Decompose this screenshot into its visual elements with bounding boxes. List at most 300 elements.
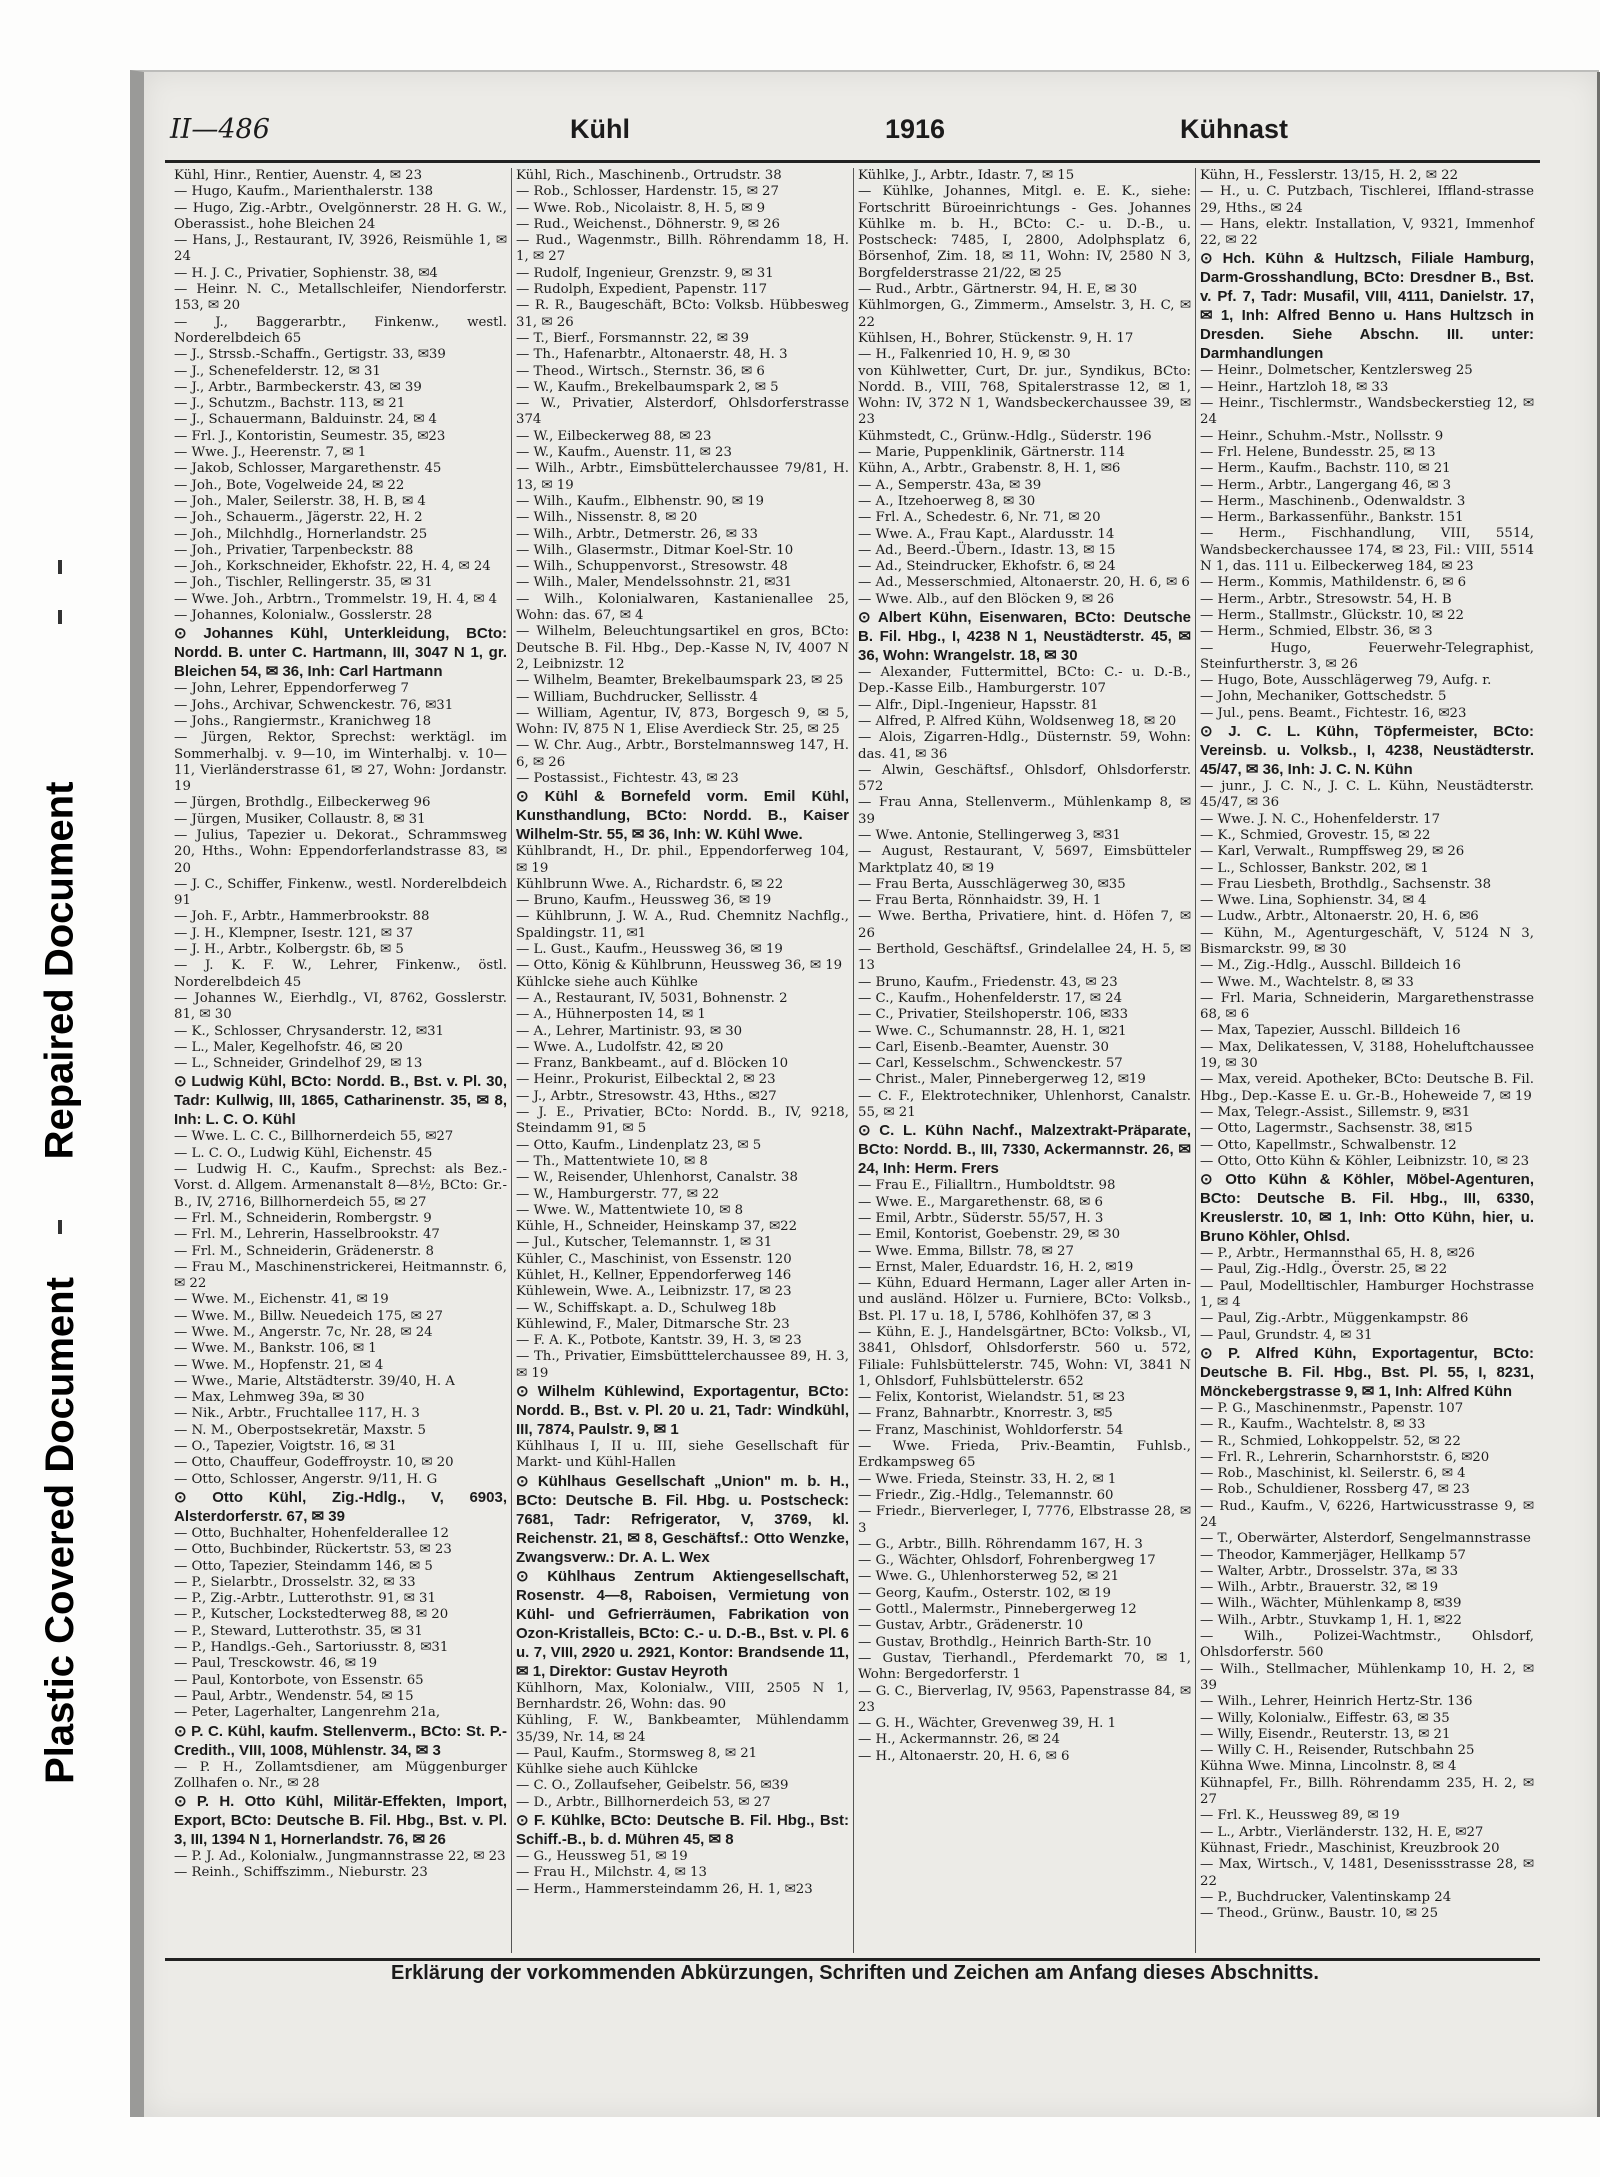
directory-entry: — Frau Berta, Rönnhaidstr. 39, H. 1	[858, 893, 1102, 909]
directory-entry: — Wwe., Marie, Altstädterstr. 39/40, H. A	[174, 1373, 455, 1389]
directory-entry: — Max, Delikatessen, V, 3188, Hoheluftchaussee 19, ✉ 30	[1200, 1039, 1534, 1072]
directory-entry: — Frau H., Milchstr. 4, ✉ 13	[516, 1865, 707, 1881]
directory-entry: — L., Arbtr., Vierländerstr. 132, H. E, ✉27	[1200, 1824, 1484, 1840]
directory-entry: — Kühlke, Johannes, Mitgl. e. E. K., siehe: Fortschritt Büroeinrichtungs - Ges. Johannes Kühlke m. b. H., BCto: C.- u. D.-B., u. Postscheck: 7485, I, 2800, Adolphsplatz 6, Börsenhof, Zim. 18, ✉ 11, Wohn: IV, 2580 N 3, Borgfelderstrasse 21/22, ✉ 25	[858, 184, 1191, 281]
directory-entry: — Jakob, Schlosser, Margarethenstr. 45	[174, 461, 442, 477]
directory-entry: — Bruno, Kaufm., Friedenstr. 43, ✉ 23	[858, 974, 1118, 990]
directory-entry: — K., Schmied, Grovestr. 15, ✉ 22	[1200, 827, 1431, 843]
directory-entry: — Otto, Otto Kühn & Köhler, Leibnizstr. 10, ✉ 23	[1200, 1153, 1530, 1169]
directory-entry: — Frl. J., Kontoristin, Seumestr. 35, ✉23	[174, 428, 446, 444]
directory-entry: — Hans, J., Restaurant, IV, 3926, Reismühle 1, ✉ 24	[174, 233, 507, 265]
directory-entry: — G., Heussweg 51, ✉ 19	[516, 1849, 688, 1865]
directory-entry: — Rob., Maschinist, kl. Seilerstr. 6, ✉ 4	[1200, 1466, 1466, 1482]
directory-entry: — Heinr., Schuhm.-Mstr., Nollsstr. 9	[1200, 428, 1444, 444]
directory-entry: — Wilh., Polizei-Wachtmstr., Ohlsdorf, Ohlsdorferstr. 560	[1200, 1629, 1534, 1661]
directory-entry: — Alwin, Geschäftsf., Ohlsdorf, Ohlsdorferstr. 572	[858, 762, 1191, 795]
directory-entry: — P. H., Zollamtsdiener, am Müggenburger Zollhafen o. Nr., ✉ 28	[174, 1759, 507, 1791]
directory-entry: ⊙ Hch. Kühn & Hultzsch, Filiale Hamburg, Darm-Grosshandlung, BCto: Dresdner B., Bst. v. Pf. 7, Tadr: Musafil, VIII, 4111, Danielstr. 17, ✉ 1, Inh: Alfred Benno u. Hans Hultzsch in Dresden. Siehe Abschn. III. unter: Darmhandlungen	[1200, 250, 1534, 363]
page-number: II—486	[170, 114, 270, 145]
directory-entry: — C., Privatier, Steilshoperstr. 106, ✉33	[858, 1007, 1129, 1023]
directory-entry: — Friedr., Zig.-Hdlg., Telemannstr. 60	[858, 1487, 1114, 1503]
directory-entry: — Kühn, M., Agenturgeschäft, V, 5124 N 3, Bismarckstr. 99, ✉ 30	[1200, 925, 1534, 957]
directory-entry: — Wwe. G., Uhlenhorsterweg 52, ✉ 21	[858, 1569, 1120, 1585]
directory-entry: — Hugo, Zig.-Arbtr., Ovelgönnerstr. 28 H. G. W., Oberassist., hohe Bleichen 24	[174, 200, 507, 232]
directory-entry: — M., Zig.-Hdlg., Ausschl. Billdeich 16	[1200, 958, 1461, 974]
directory-entry: — Otto, Kapellmstr., Schwalbenstr. 12	[1200, 1137, 1457, 1153]
directory-entry: — G., Wächter, Ohlsdorf, Fohrenbergweg 17	[858, 1553, 1156, 1569]
directory-entry: — Kühn, Eduard Hermann, Lager aller Arten in- und ausländ. Hölzer u. Furniere, BCto: Volksb., Bst. Pl. 17 u. 18, I, 5786, Kohlhöfen 37, ✉ 3	[858, 1276, 1191, 1324]
directory-entry: — Max, Tapezier, Ausschl. Billdeich 16	[1200, 1023, 1461, 1039]
directory-entry: — William, Agentur, IV, 873, Borgesch 9, ✉ 5, Wohn: IV, 875 N 1, Elise Averdieck Str. 25, ✉ 25	[516, 705, 849, 738]
directory-entry: — Wwe. L. C. C., Billhornerdeich 55, ✉27	[174, 1129, 454, 1145]
directory-entry: — Th., Mattentwiete 10, ✉ 8	[516, 1153, 708, 1169]
directory-entry: ⊙ P. C. Kühl, kaufm. Stellenverm., BCto: St. P.-Credith., VIII, 1008, Mühlenstr. 34, ✉ 3	[174, 1722, 507, 1759]
directory-entry: — W., Schiffskapt. a. D., Schulweg 18b	[516, 1300, 777, 1316]
directory-entry: — N. M., Oberpostsekretär, Maxstr. 5	[174, 1422, 426, 1438]
directory-entry: — Frl. K., Heussweg 89, ✉ 19	[1200, 1808, 1400, 1824]
directory-entry: — W., Reisender, Uhlenhorst, Canalstr. 38	[516, 1170, 798, 1186]
directory-entry: ⊙ Otto Kühl, Zig.-Hdlg., V, 6903, Alsterdorferstr. 67, ✉ 39	[174, 1488, 507, 1525]
directory-entry: — Wilh., Arbtr., Detmerstr. 26, ✉ 33	[516, 526, 758, 542]
directory-entry: ⊙ F. Kühlke, BCto: Deutsche B. Fil. Hbg., Bst: Schiff.-B., b. d. Mühren 45, ✉ 8	[516, 1812, 849, 1849]
directory-entry: — P., Zig.-Arbtr., Lutterothstr. 91, ✉ 31	[174, 1591, 436, 1607]
directory-entry: — Wilh., Arbtr., Stuvkamp 1, H. 1, ✉22	[1200, 1612, 1462, 1628]
directory-entry: Kühlmorgen, G., Zimmerm., Amselstr. 3, H. C, ✉ 22	[858, 298, 1191, 330]
directory-entry: — Max, Telegr.-Assist., Sillemstr. 9, ✉31	[1200, 1104, 1471, 1120]
directory-entry: — Gottl., Malermstr., Pinnebergerweg 12	[858, 1602, 1137, 1618]
directory-entry: — Johs., Archivar, Schwenckestr. 76, ✉31	[174, 697, 454, 713]
directory-entry: — Frl. M., Lehrerin, Hasselbrookstr. 47	[174, 1227, 440, 1243]
directory-entry: — C. F., Elektrotechniker, Uhlenhorst, Canalstr. 55, ✉ 21	[858, 1088, 1191, 1121]
directory-entry: — Wilh., Arbtr., Eimsbüttelerchaussee 79/81, H. 13, ✉ 19	[516, 461, 849, 493]
directory-entry: — L., Maler, Kegelhofstr. 46, ✉ 20	[174, 1039, 403, 1055]
repaired-document-label: Repaired Document	[37, 781, 82, 1159]
directory-entry: — P., Buchdrucker, Valentinskamp 24	[1200, 1889, 1452, 1905]
directory-entry: — Paul, Zig.-Hdlg., Överstr. 25, ✉ 22	[1200, 1262, 1448, 1278]
directory-entry: — Jürgen, Musiker, Collaustr. 8, ✉ 31	[174, 811, 426, 827]
directory-entry: — Paul, Tresckowstr. 46, ✉ 19	[174, 1656, 378, 1672]
directory-entry: von Kühlwetter, Curt, Dr. jur., Syndikus, BCto: Nordd. B., VIII, 768, Spitalerstrasse 12, ✉ 1, Wohn: IV, 372 N 1, Wandsbeckerchaussee 39, ✉ 23	[858, 363, 1191, 428]
directory-entry: — Wwe. M., Eichenstr. 41, ✉ 19	[174, 1292, 389, 1308]
directory-entry: — G. H., Wächter, Grevenweg 39, H. 1	[858, 1716, 1117, 1732]
directory-entry: ⊙ Wilhelm Kühlewind, Exportagentur, BCto: Nordd. B., Bst. v. Pl. 20 u. 21, Tadr: Windkühl, III, 7874, Paulstr. 9, ✉ 1	[516, 1383, 849, 1439]
directory-entry: — Joh., Milchhdlg., Hornerlandstr. 25	[174, 526, 428, 542]
directory-entry: — H., Ackermannstr. 26, ✉ 24	[858, 1732, 1060, 1748]
page-header	[170, 114, 1525, 152]
directory-entry: — A., Semperstr. 43a, ✉ 39	[858, 477, 1042, 493]
directory-entry: — Wilhelm, Beamter, Brekelbaumspark 23, ✉ 25	[516, 673, 844, 689]
directory-entry: — Wwe. Lina, Sophienstr. 34, ✉ 4	[1200, 893, 1427, 909]
directory-entry: — Wwe. Frieda, Steinstr. 33, H. 2, ✉ 1	[858, 1471, 1117, 1487]
directory-entry: — Herm., Schmied, Elbstr. 36, ✉ 3	[1200, 624, 1433, 640]
directory-entry: — Wwe. Antonie, Stellingerweg 3, ✉31	[858, 827, 1121, 843]
directory-entry: — Alfr., Dipl.-Ingenieur, Hapsstr. 81	[858, 697, 1099, 713]
directory-entry: — Rud., Arbtr., Gärtnerstr. 94, H. E, ✉ 30	[858, 282, 1138, 298]
directory-entry: Kühler, C., Maschinist, von Essenstr. 120	[516, 1251, 792, 1267]
directory-entry: — Johs., Rangiermstr., Kranichweg 18	[174, 713, 432, 729]
directory-entry: — John, Lehrer, Eppendorferweg 7	[174, 681, 409, 697]
directory-entry: — Wwe. A., Ludolfstr. 42, ✉ 20	[516, 1039, 724, 1055]
directory-entry: — A., Restaurant, IV, 5031, Bohnenstr. 2	[516, 990, 788, 1006]
directory-entry: Kühlke, J., Arbtr., Idastr. 7, ✉ 15	[858, 168, 1075, 183]
directory-entry: — Rob., Schuldiener, Rossberg 47, ✉ 23	[1200, 1482, 1470, 1498]
directory-entry: — G. C., Bierverlag, IV, 9563, Papenstrasse 84, ✉ 23	[858, 1683, 1191, 1715]
directory-entry: — J., Schauermann, Balduinstr. 24, ✉ 4	[174, 412, 438, 428]
directory-entry: — Franz, Bahnarbtr., Knorrestr. 3, ✉5	[858, 1406, 1113, 1422]
directory-entry: ⊙ P. H. Otto Kühl, Militär-Effekten, Import, Export, BCto: Deutsche B. Fil. Hbg., Bst. v. Pl. 3, III, 1394 N 1, Hornerlandstr. 76, ✉ 26	[174, 1793, 507, 1849]
directory-entry: — Max, vereid. Apotheker, BCto: Deutsche B. Fil. Hbg., Dep.-Kasse E. u. Gr.-B., Hoheweide 7, ✉ 19	[1200, 1072, 1534, 1104]
directory-entry: — Wilh., Schuppenvorst., Stresowstr. 48	[516, 559, 788, 575]
directory-entry: ⊙ Ludwig Kühl, BCto: Nordd. B., Bst. v. Pl. 30, Tadr: Kullwig, III, 1865, Catharinenstr. 35, ✉ 8, Inh: L. C. O. Kühl	[174, 1073, 507, 1129]
directory-entry: — Wilh., Kaufm., Elbhenstr. 90, ✉ 19	[516, 493, 764, 509]
directory-entry: — Joh., Privatier, Tarpenbeckstr. 88	[174, 542, 414, 558]
directory-entry: — Frau Liesbeth, Brothdlg., Sachsenstr. 38	[1200, 876, 1492, 892]
directory-entry: — Heinr., Hartzloh 18, ✉ 33	[1200, 379, 1389, 395]
directory-columns	[170, 168, 1540, 1953]
directory-entry: — H. J. C., Privatier, Sophienstr. 38, ✉4	[174, 265, 438, 281]
directory-entry: — Franz, Bankbeamt., auf d. Blöcken 10	[516, 1056, 789, 1072]
directory-entry: — F. A. K., Potbote, Kantstr. 39, H. 3, ✉ 23	[516, 1333, 802, 1349]
directory-entry: — Theod., Wirtsch., Sternstr. 36, ✉ 6	[516, 363, 765, 379]
directory-entry: — Frl. A., Schedestr. 6, Nr. 71, ✉ 20	[858, 510, 1101, 526]
directory-entry: — Wilhelm, Beleuchtungsartikel en gros, BCto: Deutsche B. Fil. Hbg., Dep.-Kasse N, IV, 4007 N 2, Leibnizstr. 12	[516, 624, 849, 672]
directory-entry: — Max, Lehmweg 39a, ✉ 30	[174, 1390, 365, 1406]
directory-entry: — Frl. M., Schneiderin, Grädenerstr. 8	[174, 1243, 434, 1259]
directory-entry: — J., Schutzm., Bachstr. 113, ✉ 21	[174, 396, 406, 412]
directory-entry: Kühlewein, Wwe. A., Leibnizstr. 17, ✉ 23	[516, 1284, 792, 1300]
directory-entry: Kühlsen, H., Bohrer, Stückenstr. 9, H. 17	[858, 330, 1134, 346]
plastic-covered-document-label: Plastic Covered Document	[37, 1276, 82, 1784]
directory-entry: — Herm., Stallmstr., Glückstr. 10, ✉ 22	[1200, 607, 1464, 623]
directory-entry: — Peter, Lagerhalter, Langenrehm 21a,	[174, 1705, 441, 1721]
directory-entry: — Felix, Kontorist, Wielandstr. 51, ✉ 23	[858, 1390, 1126, 1406]
directory-entry: ⊙ Otto Kühn & Köhler, Möbel-Agenturen, BCto: Deutsche B. Fil. Hbg., III, 6330, Kreuslerstr. 10, ✉ 1, Inh: Otto Kühn, hier, u. Bruno Köhler, Ohlsd.	[1200, 1171, 1534, 1246]
directory-entry: — C., Kaufm., Hohenfelderstr. 17, ✉ 24	[858, 990, 1123, 1006]
directory-entry: — Rud., Kaufm., V, 6226, Hartwicusstrasse 9, ✉ 24	[1200, 1498, 1534, 1530]
directory-entry: ⊙ J. C. L. Kühn, Töpfermeister, BCto: Vereinsb. u. Volksb., I, 4238, Neustädterstr. 45/47, ✉ 36, Inh: J. C. N. Kühn	[1200, 723, 1534, 779]
directory-entry: — J. C., Schiffer, Finkenw., westl. Norderelbdeich 91	[174, 876, 507, 909]
directory-entry: — Gustav, Arbtr., Grädenerstr. 10	[858, 1618, 1084, 1634]
directory-entry: Kühlke siehe auch Kühlcke	[516, 1762, 698, 1778]
directory-entry: — Frau Anna, Stellenverm., Mühlenkamp 8, ✉ 39	[858, 795, 1191, 827]
directory-entry: — Otto, Lagermstr., Sachsenstr. 38, ✉15	[1200, 1121, 1473, 1137]
directory-entry: — Emil, Arbtr., Süderstr. 55/57, H. 3	[858, 1210, 1104, 1226]
directory-entry: — Christ., Maler, Pinnebergerweg 12, ✉19	[858, 1072, 1146, 1088]
directory-entry: — Joh., Bote, Vogelweide 24, ✉ 22	[174, 477, 405, 493]
directory-entry: Kühna Wwe. Minna, Lincolnstr. 8, ✉ 4	[1200, 1759, 1457, 1775]
directory-entry: — Kühn, E. J., Handelsgärtner, BCto: Volksb., VI, 3841, Ohlsdorf, Ohlsdorferstr. 560 u. 572, Filiale: Fuhlsbüttelerstr. 745, Wohn: VI, 3841 N 1, Ohlsdorf, Fuhlsbüttelerstr. 652	[858, 1325, 1191, 1389]
divider-mark	[58, 560, 62, 574]
directory-entry: ⊙ C. L. Kühn Nachf., Malzextrakt-Präparate, BCto: Nordd. B., III, 7330, Ackermannstr. 26, ✉ 24, Inh: Herm. Frers	[858, 1122, 1191, 1178]
directory-entry: Kühlcke siehe auch Kühlke	[516, 974, 698, 990]
directory-entry: — Frl. Maria, Schneiderin, Margarethenstrasse 68, ✉ 6	[1200, 990, 1534, 1023]
directory-entry: — Wwe. M., Billw. Neuedeich 175, ✉ 27	[174, 1308, 443, 1324]
directory-entry: — W., Privatier, Alsterdorf, Ohlsdorferstrasse 374	[516, 396, 849, 428]
directory-entry: — W., Eilbeckerweg 88, ✉ 23	[516, 428, 712, 444]
divider-mark	[58, 610, 62, 624]
directory-entry: — Wwe. Emma, Billstr. 78, ✉ 27	[858, 1243, 1074, 1259]
directory-entry: — Wwe. J., Heerenstr. 7, ✉ 1	[174, 445, 367, 461]
directory-entry: — Joh., Tischler, Rellingerstr. 35, ✉ 31	[174, 575, 433, 591]
directory-entry: — Wwe. M., Wachtelstr. 8, ✉ 33	[1200, 974, 1414, 990]
directory-entry: — John, Mechaniker, Gottschedstr. 5	[1200, 689, 1447, 705]
directory-entry: — Wwe. A., Frau Kapt., Alardusstr. 14	[858, 526, 1115, 542]
directory-entry: — Wwe. W., Mattentwiete 10, ✉ 8	[516, 1202, 744, 1218]
directory-entry: — Wilh., Nissenstr. 8, ✉ 20	[516, 510, 698, 526]
directory-entry: — L., Schneider, Grindelhof 29, ✉ 13	[174, 1056, 423, 1072]
directory-entry: — Herm., Arbtr., Langergang 46, ✉ 3	[1200, 477, 1452, 493]
directory-entry: — P., Arbtr., Hermannsthal 65, H. 8, ✉26	[1200, 1246, 1475, 1262]
directory-entry: — Herm., Hammersteindamm 26, H. 1, ✉23	[516, 1881, 813, 1897]
directory-entry: — Frl. Helene, Bundesstr. 25, ✉ 13	[1200, 444, 1436, 460]
directory-entry: Kühlet, H., Kellner, Eppendorferweg 146	[516, 1268, 792, 1283]
directory-entry: — J., Baggerarbtr., Finkenw., westl. Norderelbdeich 65	[174, 314, 507, 346]
directory-entry: — P., Kutscher, Lockstedterweg 88, ✉ 20	[174, 1607, 449, 1623]
directory-entry: — Otto, Tapezier, Steindamm 146, ✉ 5	[174, 1558, 433, 1574]
directory-entry: — Rudolf, Ingenieur, Grenzstr. 9, ✉ 31	[516, 265, 774, 281]
directory-entry: — Wwe. Joh., Arbtrn., Trommelstr. 19, H. 4, ✉ 4	[174, 591, 498, 607]
directory-entry: — Franz, Maschinist, Wohldorferstr. 54	[858, 1422, 1124, 1438]
directory-entry: — Hugo, Feuerwehr-Telegraphist, Steinfurtherstr. 3, ✉ 26	[1200, 640, 1534, 672]
directory-entry: — W., Hamburgerstr. 77, ✉ 22	[516, 1186, 720, 1202]
directory-entry: — Jul., Kutscher, Telemannstr. 1, ✉ 31	[516, 1235, 773, 1251]
directory-entry: — Carl, Kesselschm., Schwenckestr. 57	[858, 1056, 1123, 1072]
directory-entry: ⊙ Kühlhaus Gesellschaft „Union" m. b. H., BCto: Deutsche B. Fil. Hbg. u. Postscheck: 7681, Tadr: Refrigerator, V, 3769, kl. Reichenstr. 21, ✉ 8, Geschäftsf.: Otto Wenzke, Zwangsverw.: Dr. A. L. Wex	[516, 1472, 849, 1566]
directory-entry: — J., Strssb.-Schaffn., Gertigstr. 33, ✉39	[174, 347, 446, 363]
directory-entry: — Wwe. J. N. C., Hohenfelderstr. 17	[1200, 811, 1441, 827]
directory-entry: — Ad., Beerd.-Übern., Idastr. 13, ✉ 15	[858, 542, 1116, 558]
directory-entry: — Postassist., Fichtestr. 43, ✉ 23	[516, 770, 739, 786]
directory-entry: — Wwe. M., Hopfenstr. 21, ✉ 4	[174, 1357, 384, 1373]
directory-entry: — Paul, Kontorbote, von Essenstr. 65	[174, 1672, 424, 1688]
directory-entry: — Herm., Kaufm., Bachstr. 110, ✉ 21	[1200, 461, 1451, 477]
directory-entry: — P., Sielarbtr., Drosselstr. 32, ✉ 33	[174, 1574, 416, 1590]
directory-entry: — Wilh., Lehrer, Heinrich Hertz-Str. 136	[1200, 1694, 1473, 1710]
directory-entry: — O., Tapezier, Voigtstr. 16, ✉ 31	[174, 1439, 397, 1455]
directory-entry: — Wwe. M., Bankstr. 106, ✉ 1	[174, 1341, 377, 1357]
directory-entry: — Alois, Zigarren-Hdlg., Düsternstr. 59, Wohn: das. 41, ✉ 36	[858, 730, 1191, 762]
directory-column-2	[512, 168, 854, 1953]
directory-entry: — K., Schlosser, Chrysanderstr. 12, ✉31	[174, 1023, 444, 1039]
directory-entry: — Wilh., Kolonialwaren, Kastanienallee 25, Wohn: das. 67, ✉ 4	[516, 591, 849, 624]
directory-entry: — Paul, Arbtr., Wendenstr. 54, ✉ 15	[174, 1688, 414, 1704]
directory-entry: ⊙ Johannes Kühl, Unterkleidung, BCto: Nordd. B. unter C. Hartmann, III, 3047 N 1, gr. Bleichen 54, ✉ 36, Inh: Carl Hartmann	[174, 625, 507, 681]
directory-entry: — Frau E., Filialltrn., Humboldtstr. 98	[858, 1178, 1116, 1194]
directory-entry: — T., Bierf., Forsmannstr. 22, ✉ 39	[516, 330, 750, 346]
directory-entry: — Wwe. C., Schumannstr. 28, H. 1, ✉21	[858, 1023, 1127, 1039]
directory-entry: Kühle, H., Schneider, Heinskamp 37, ✉22	[516, 1219, 798, 1235]
directory-entry: — G., Arbtr., Billh. Röhrendamm 167, H. 3	[858, 1536, 1143, 1552]
directory-entry: — Gustav, Brothdlg., Heinrich Barth-Str. 10	[858, 1634, 1152, 1650]
directory-entry: — Herm., Barkassenführ., Bankstr. 151	[1200, 510, 1464, 526]
header-rule	[165, 160, 1540, 163]
directory-entry: — Max, Wirtsch., V, 1481, Desenissstrasse 28, ✉ 22	[1200, 1857, 1534, 1889]
directory-entry: — Hugo, Kaufm., Marienthalerstr. 138	[174, 184, 434, 200]
directory-entry: — P. J. Ad., Kolonialw., Jungmannstrasse 22, ✉ 23	[174, 1849, 506, 1865]
directory-entry: — Kühlbrunn, J. W. A., Rud. Chemnitz Nachflg., Spaldingstr. 11, ✉1	[516, 909, 849, 941]
directory-entry: — Jürgen, Brothdlg., Eilbeckerweg 96	[174, 795, 431, 811]
directory-entry: — Heinr., Tischlermstr., Wandsbeckerstieg 12, ✉ 24	[1200, 396, 1534, 428]
directory-entry: Kühlbrandt, H., Dr. phil., Eppendorferweg 104, ✉ 19	[516, 844, 849, 876]
header-year: 1916	[885, 114, 946, 144]
directory-entry: — Heinr., Prokurist, Eilbecktal 2, ✉ 23	[516, 1072, 776, 1088]
abbreviations-note: Erklärung der vorkommenden Abkürzungen, Schriften und Zeichen am Anfang dieses Abschnitts.	[391, 1962, 1319, 1984]
directory-entry: Kühmstedt, C., Grünw.-Hdlg., Süderstr. 196	[858, 428, 1152, 444]
directory-entry: — Wilh., Glasermstr., Ditmar Koel-Str. 10	[516, 542, 794, 558]
directory-entry: — Wilh., Arbtr., Brauerstr. 32, ✉ 19	[1200, 1580, 1439, 1596]
directory-entry: — Rob., Schlosser, Hardenstr. 15, ✉ 27	[516, 184, 779, 200]
directory-entry: ⊙ Albert Kühn, Eisenwaren, BCto: Deutsche B. Fil. Hbg., I, 4238 N 1, Neustädterstr. 45, ✉ 36, Wohn: Wrangelstr. 18, ✉ 30	[858, 609, 1191, 665]
directory-entry: — H., u. C. Putzbach, Tischlerei, Iffland-strasse 29, Hths., ✉ 24	[1200, 184, 1534, 216]
directory-entry: — Herm., Arbtr., Stresowstr. 54, H. B	[1200, 591, 1452, 607]
directory-entry: — Karl, Verwalt., Rumpffsweg 29, ✉ 26	[1200, 844, 1465, 860]
directory-entry: — R., Schmied, Lohkoppelstr. 52, ✉ 22	[1200, 1433, 1461, 1449]
directory-entry: — Rud., Wagenmstr., Billh. Röhrendamm 18, H. 1, ✉ 27	[516, 233, 849, 265]
directory-entry: — Ad., Messerschmied, Altonaerstr. 20, H. 6, ✉ 6	[858, 575, 1190, 591]
directory-entry: Kühl, Hinr., Rentier, Auenstr. 4, ✉ 23	[174, 168, 423, 183]
directory-entry: — Heinr., Dolmetscher, Kentzlersweg 25	[1200, 363, 1473, 379]
directory-entry: — W., Kaufm., Brekelbaumspark 2, ✉ 5	[516, 379, 779, 395]
directory-entry: — Herm., Fischhandlung, VIII, 5514, Wandsbeckerchaussee 174, ✉ 23, Fil.: VIII, 5514 N 1, das. 111 u. Eilbeckerweg 184, ✉ 23	[1200, 526, 1534, 575]
directory-entry: — Emil, Kontorist, Goebenstr. 29, ✉ 30	[858, 1227, 1121, 1243]
directory-entry: — J. H., Klempner, Isestr. 121, ✉ 37	[174, 925, 414, 941]
directory-entry: — Otto, Buchhalter, Hohenfelderallee 12	[174, 1525, 449, 1541]
directory-entry: — H., Altonaerstr. 20, H. 6, ✉ 6	[858, 1748, 1070, 1764]
directory-entry: — Berthold, Geschäftsf., Grindelallee 24, H. 5, ✉ 13	[858, 942, 1191, 974]
directory-entry: — Paul, Modelltischler, Hamburger Hochstrasse 1, ✉ 4	[1200, 1278, 1534, 1311]
header-right-word: Kühnast	[1180, 114, 1288, 144]
directory-entry: — Wwe. M., Angerstr. 7c, Nr. 28, ✉ 24	[174, 1325, 433, 1340]
directory-entry: Kühlhaus I, II u. III, siehe Gesellschaft für Markt- und Kühl-Hallen	[516, 1439, 849, 1471]
directory-entry: — H., Falkenried 10, H. 9, ✉ 30	[858, 347, 1071, 363]
directory-entry: — Wilh., Stellmacher, Mühlenkamp 10, H. 2, ✉ 39	[1200, 1661, 1534, 1693]
directory-entry: — William, Buchdrucker, Sellisstr. 4	[516, 689, 758, 705]
directory-entry: — Joh. F., Arbtr., Hammerbrookstr. 88	[174, 909, 430, 925]
directory-entry: — Julius, Tapezier u. Dekorat., Schrammsweg 20, Hths., Wohn: Eppendorferlandstrasse 83, ✉ 20	[174, 827, 507, 876]
directory-entry: — Wwe. E., Margarethenstr. 68, ✉ 6	[858, 1194, 1103, 1210]
directory-entry: — Gustav, Tierhandl., Pferdemarkt 70, ✉ 1, Wohn: Bergedorferstr. 1	[858, 1650, 1191, 1683]
directory-entry: — Theod., Grünw., Baustr. 10, ✉ 25	[1200, 1906, 1439, 1922]
directory-entry: — D., Arbtr., Billhornerdeich 53, ✉ 27	[516, 1794, 771, 1810]
directory-entry: — Herm., Kommis, Mathildenstr. 6, ✉ 6	[1200, 575, 1467, 591]
directory-entry: — Bruno, Kaufm., Heussweg 36, ✉ 19	[516, 893, 772, 909]
directory-entry: — T., Oberwärter, Alsterdorf, Sengelmannstrasse	[1200, 1531, 1531, 1547]
directory-entry: — Ernst, Maler, Eduardstr. 16, H. 2, ✉19	[858, 1259, 1134, 1275]
directory-entry: — Paul, Kaufm., Stormsweg 8, ✉ 21	[516, 1745, 758, 1761]
directory-entry: — W. Chr. Aug., Arbtr., Borstelmannsweg 147, H. 6, ✉ 26	[516, 738, 849, 770]
directory-entry: Kühlbrunn Wwe. A., Richardstr. 6, ✉ 22	[516, 876, 784, 892]
directory-entry: Kühling, F. W., Bankbeamter, Mühlendamm 35/39, Nr. 14, ✉ 24	[516, 1713, 849, 1745]
directory-entry: — Otto, Buchbinder, Rückertstr. 53, ✉ 23	[174, 1542, 452, 1558]
directory-entry: — Alfred, P. Alfred Kühn, Woldsenweg 18, ✉ 20	[858, 713, 1177, 729]
directory-entry: — Willy, Eisendr., Reuterstr. 13, ✉ 21	[1200, 1726, 1451, 1742]
directory-entry: — Joh., Korkschneider, Ekhofstr. 22, H. 4, ✉ 24	[174, 559, 491, 575]
directory-column-1	[170, 168, 512, 1953]
directory-entry: — Wwe. Frieda, Priv.-Beamtin, Fuhlsb., Erdkampsweg 65	[858, 1439, 1191, 1471]
directory-entry: — P., Steward, Lutterothstr. 35, ✉ 31	[174, 1623, 423, 1639]
directory-entry: — Johannes W., Eierhdlg., VI, 8762, Gosslerstr. 81, ✉ 30	[174, 990, 507, 1023]
directory-entry: — Joh., Maler, Seilerstr. 38, H. B, ✉ 4	[174, 493, 426, 509]
directory-entry: — A., Itzehoerweg 8, ✉ 30	[858, 493, 1036, 509]
directory-entry: — J. E., Privatier, BCto: Nordd. B., IV, 9218, Steindamm 91, ✉ 5	[516, 1105, 849, 1137]
directory-entry: — Otto, Schlosser, Angerstr. 9/11, H. G	[174, 1471, 438, 1487]
directory-entry: — J., Arbtr., Stresowstr. 43, Hths., ✉27	[516, 1088, 777, 1104]
directory-entry: — Wwe. Bertha, Privatiere, hint. d. Höfen 7, ✉ 26	[858, 909, 1191, 941]
directory-entry: — Johannes, Kolonialw., Gosslerstr. 28	[174, 608, 433, 624]
directory-column-4	[1196, 168, 1538, 1953]
directory-entry: — Wwe. Alb., auf den Blöcken 9, ✉ 26	[858, 591, 1115, 607]
directory-entry: — Ad., Steindrucker, Ekhofstr. 6, ✉ 24	[858, 559, 1116, 575]
directory-entry: Kühlhorn, Max, Kolonialw., VIII, 2505 N 1, Bernhardstr. 26, Wohn: das. 90	[516, 1680, 849, 1712]
directory-entry: — Rud., Weichenst., Döhnerstr. 9, ✉ 26	[516, 216, 781, 232]
directory-entry: — W., Kaufm., Auenstr. 11, ✉ 23	[516, 445, 732, 461]
directory-entry: — Jul., pens. Beamt., Fichtestr. 16, ✉23	[1200, 705, 1467, 721]
directory-entry: — Th., Privatier, Eimsbütttelerchaussee 89, H. 3, ✉ 19	[516, 1349, 849, 1381]
directory-entry: — R. R., Baugeschäft, BCto: Volksb. Hübbesweg 31, ✉ 26	[516, 298, 849, 330]
directory-entry: — Rudolph, Expedient, Papenstr. 117	[516, 282, 768, 298]
directory-entry: — P., Handlgs.-Geh., Sartoriusstr. 8, ✉31	[174, 1640, 449, 1656]
header-left-word: Kühl	[570, 114, 630, 144]
directory-entry: — Marie, Puppenklinik, Gärtnerstr. 114	[858, 445, 1125, 461]
directory-entry: — Th., Hafenarbtr., Altonaerstr. 48, H. 3	[516, 347, 788, 363]
directory-entry: — P. G., Maschinenmstr., Papenstr. 107	[1200, 1400, 1464, 1416]
footer-rule	[165, 1958, 1540, 1961]
directory-entry: — L., Schlosser, Bankstr. 202, ✉ 1	[1200, 860, 1429, 876]
directory-entry: — Paul, Grundstr. 4, ✉ 31	[1200, 1327, 1373, 1343]
directory-entry: — Frl. M., Schneiderin, Rombergstr. 9	[174, 1210, 432, 1226]
directory-entry: Kühnast, Friedr., Maschinist, Kreuzbrook 20	[1200, 1840, 1500, 1856]
directory-entry: — Frl. R., Lehrerin, Scharnhorststr. 6, ✉20	[1200, 1449, 1490, 1465]
directory-entry: — Theodor, Kammerjäger, Hellkamp 57	[1200, 1547, 1467, 1563]
directory-entry: — Nik., Arbtr., Fruchtallee 117, H. 3	[174, 1406, 420, 1422]
directory-entry: — Frau M., Maschinenstrickerei, Heitmannstr. 6, ✉ 22	[174, 1259, 507, 1292]
directory-entry: — Hans, elektr. Installation, V, 9321, Immenhof 22, ✉ 22	[1200, 216, 1534, 249]
directory-entry: — Joh., Schauerm., Jägerstr. 22, H. 2	[174, 510, 423, 526]
directory-entry: — L. C. O., Ludwig Kühl, Eichenstr. 45	[174, 1145, 433, 1161]
directory-entry: — C. O., Zollaufseher, Geibelstr. 56, ✉39	[516, 1778, 789, 1794]
directory-entry: — Wilh., Wächter, Mühlenkamp 8, ✉39	[1200, 1596, 1462, 1612]
directory-entry: — Jürgen, Rektor, Sprechst: werktägl. im Sommerhalbj. v. 9—10, im Winterhalbj. v. 10—11, Vierländerstrasse 61, ✉ 27, Wohn: Jordanstr. 19	[174, 730, 507, 795]
directory-entry: Kühn, A., Arbtr., Grabenstr. 8, H. 1, ✉6	[858, 461, 1121, 477]
directory-entry: — Reinh., Schiffszimm., Nieburstr. 23	[174, 1865, 428, 1881]
directory-entry: — Wilh., Maler, Mendelssohnstr. 21, ✉31	[516, 575, 793, 591]
directory-entry: — J. H., Arbtr., Kolbergstr. 6b, ✉ 5	[174, 942, 404, 958]
directory-entry: — A., Hühnerposten 14, ✉ 1	[516, 1007, 706, 1023]
directory-entry: — Paul, Zig.-Arbtr., Müggenkampstr. 86	[1200, 1311, 1469, 1327]
directory-entry: — Frau Berta, Ausschlägerweg 30, ✉35	[858, 876, 1126, 892]
directory-entry: Kühl, Rich., Maschinenb., Ortrudstr. 38	[516, 168, 782, 183]
directory-entry: — Carl, Eisenb.-Beamter, Auenstr. 30	[858, 1039, 1109, 1055]
directory-entry: — August, Restaurant, V, 5697, Eimsbütteler Marktplatz 40, ✉ 19	[858, 844, 1191, 876]
directory-entry: Kühlewind, F., Maler, Ditmarsche Str. 23	[516, 1316, 790, 1332]
directory-entry: — J., Schenefelderstr. 12, ✉ 31	[174, 363, 381, 379]
directory-entry: — junr., J. C. N., J. C. L. Kühn, Neustädterstr. 45/47, ✉ 36	[1200, 779, 1534, 811]
directory-entry: — Hugo, Bote, Ausschlägerweg 79, Aufg. r.	[1200, 673, 1492, 689]
directory-entry: Kühn, H., Fesslerstr. 13/15, H. 2, ✉ 22	[1200, 168, 1459, 183]
directory-entry: — Heinr. N. C., Metallschleifer, Niendorferstr. 153, ✉ 20	[174, 282, 507, 314]
directory-entry: ⊙ Kühlhaus Zentrum Aktiengesellschaft, Rosenstr. 4—8, Raboisen, Vermietung von Kühl- und Gefrierräumen, Fabrikation von Ozon-Kristalleis, BCto: C.- u. D.-B., Bst. v. Pl. 6 u. 7, VIII, 2920 u. 2921, Kontor: Brandsende 11, ✉ 1, Direktor: Gustav Heyroth	[516, 1567, 849, 1680]
directory-entry: — Ludwig H. C., Kaufm., Sprechst: als Bez.-Vorst. d. Allgem. Armenanstalt 8—8½, BCto: Gr.-B., IV, 2716, Billhornerdeich 55, ✉ 27	[174, 1162, 507, 1210]
directory-column-3	[854, 168, 1196, 1953]
directory-entry: — Herm., Maschinenb., Odenwaldstr. 3	[1200, 493, 1466, 509]
directory-entry: ⊙ P. Alfred Kühn, Exportagentur, BCto: Deutsche B. Fil. Hbg., Bst. Pl. 55, I, 8231, Mönckebergstrasse 9, ✉ 1, Inh: Alfred Kühn	[1200, 1344, 1534, 1400]
directory-entry: — Georg, Kaufm., Osterstr. 102, ✉ 19	[858, 1585, 1111, 1601]
directory-entry: — Willy C. H., Reisender, Rutschbahn 25	[1200, 1743, 1475, 1759]
directory-entry: ⊙ Kühl & Bornefeld vorm. Emil Kühl, Kunsthandlung, BCto: Nordd. B., Kaiser Wilhelm-Str. 55, ✉ 36, Inh: W. Kühl Wwe.	[516, 788, 849, 844]
directory-entry: — Wwe. Rob., Nicolaistr. 8, H. 5, ✉ 9	[516, 200, 766, 216]
directory-entry: — Willy, Kolonialw., Eiffestr. 63, ✉ 35	[1200, 1710, 1450, 1726]
directory-entry: — Ludw., Arbtr., Altonaerstr. 20, H. 6, ✉6	[1200, 909, 1479, 925]
